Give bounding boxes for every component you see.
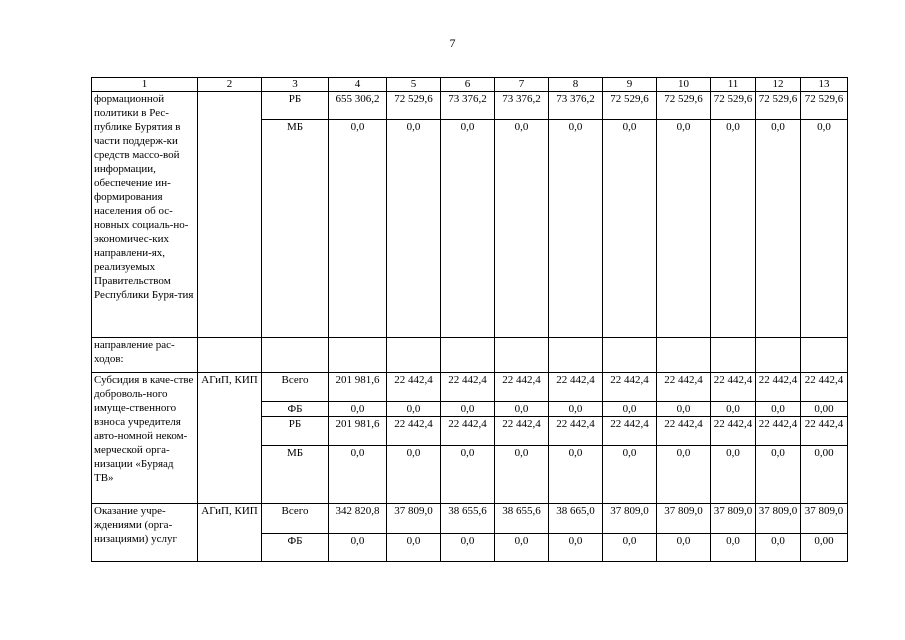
amount-cell: 0,0 — [495, 446, 549, 504]
amount-cell: 0,0 — [756, 446, 801, 504]
amount-cell: 0,0 — [603, 446, 657, 504]
amount-cell: 37 809,0 — [387, 504, 441, 534]
amount-cell: 0,0 — [329, 534, 387, 562]
funding-source-cell: МБ — [262, 120, 329, 338]
amount-cell: 22 442,4 — [657, 373, 711, 402]
column-number: 9 — [603, 78, 657, 92]
amount-cell — [495, 338, 549, 373]
amount-cell: 0,0 — [495, 534, 549, 562]
funding-source-cell: ФБ — [262, 402, 329, 417]
amount-cell: 22 442,4 — [801, 417, 848, 446]
page-number: 7 — [449, 36, 456, 50]
column-number-row — [92, 78, 848, 92]
amount-cell: 22 442,4 — [756, 417, 801, 446]
amount-cell: 72 529,6 — [756, 92, 801, 120]
amount-cell — [756, 338, 801, 373]
funding-source-cell: РБ — [262, 92, 329, 120]
executor-cell — [198, 92, 262, 338]
amount-cell: 22 442,4 — [603, 417, 657, 446]
amount-cell: 0,0 — [441, 446, 495, 504]
amount-cell: 0,0 — [711, 120, 756, 338]
funding-source-cell: РБ — [262, 417, 329, 446]
amount-cell: 655 306,2 — [329, 92, 387, 120]
amount-cell: 22 442,4 — [441, 373, 495, 402]
amount-cell: 22 442,4 — [495, 417, 549, 446]
column-number: 1 — [92, 78, 198, 92]
amount-cell: 73 376,2 — [495, 92, 549, 120]
amount-cell: 72 529,6 — [603, 92, 657, 120]
amount-cell — [711, 338, 756, 373]
amount-cell: 72 529,6 — [657, 92, 711, 120]
amount-cell: 0,0 — [603, 534, 657, 562]
amount-cell: 201 981,6 — [329, 373, 387, 402]
amount-cell — [603, 338, 657, 373]
amount-cell: 0,0 — [441, 120, 495, 338]
column-number: 11 — [711, 78, 756, 92]
amount-cell: 73 376,2 — [441, 92, 495, 120]
table-row — [92, 373, 848, 402]
amount-cell: 0,0 — [756, 402, 801, 417]
amount-cell: 22 442,4 — [657, 417, 711, 446]
amount-cell: 38 665,0 — [549, 504, 603, 534]
amount-cell: 37 809,0 — [657, 504, 711, 534]
amount-cell: 38 655,6 — [495, 504, 549, 534]
amount-cell: 22 442,4 — [549, 373, 603, 402]
amount-cell — [549, 338, 603, 373]
amount-cell: 22 442,4 — [711, 373, 756, 402]
amount-cell: 0,0 — [495, 120, 549, 338]
column-number: 5 — [387, 78, 441, 92]
amount-cell: 0,0 — [603, 120, 657, 338]
amount-cell: 0,0 — [657, 120, 711, 338]
amount-cell: 22 442,4 — [441, 417, 495, 446]
column-number: 7 — [495, 78, 549, 92]
amount-cell — [441, 338, 495, 373]
column-number: 4 — [329, 78, 387, 92]
amount-cell: 0,0 — [801, 120, 848, 338]
amount-cell: 0,0 — [387, 446, 441, 504]
program-name-cell: Субсидия в каче-стве доброволь-ного имуще-ственного взноса учредителя авто-номной неком-мерческой орга-низации «Буряад ТВ» — [92, 373, 198, 504]
amount-cell: 0,0 — [657, 534, 711, 562]
amount-cell: 0,00 — [801, 402, 848, 417]
funding-source-cell: Всего — [262, 373, 329, 402]
amount-cell: 22 442,4 — [495, 373, 549, 402]
amount-cell: 0,0 — [711, 402, 756, 417]
amount-cell: 342 820,8 — [329, 504, 387, 534]
funding-source-cell: МБ — [262, 446, 329, 504]
amount-cell: 0,0 — [387, 534, 441, 562]
amount-cell: 0,0 — [549, 534, 603, 562]
column-number: 8 — [549, 78, 603, 92]
funding-source-cell — [262, 338, 329, 373]
amount-cell: 22 442,4 — [711, 417, 756, 446]
amount-cell — [801, 338, 848, 373]
amount-cell: 0,0 — [329, 446, 387, 504]
amount-cell: 0,00 — [801, 534, 848, 562]
column-number: 12 — [756, 78, 801, 92]
amount-cell: 0,0 — [441, 402, 495, 417]
amount-cell: 72 529,6 — [387, 92, 441, 120]
amount-cell: 37 809,0 — [711, 504, 756, 534]
amount-cell: 0,0 — [387, 402, 441, 417]
amount-cell: 0,0 — [549, 120, 603, 338]
funding-source-cell: Всего — [262, 504, 329, 534]
amount-cell: 38 655,6 — [441, 504, 495, 534]
table-row — [92, 92, 848, 120]
amount-cell: 37 809,0 — [756, 504, 801, 534]
column-number: 3 — [262, 78, 329, 92]
amount-cell: 0,0 — [756, 534, 801, 562]
amount-cell: 22 442,4 — [549, 417, 603, 446]
table-row — [92, 504, 848, 534]
amount-cell — [329, 338, 387, 373]
amount-cell: 0,0 — [711, 446, 756, 504]
amount-cell: 201 981,6 — [329, 417, 387, 446]
amount-cell: 22 442,4 — [387, 373, 441, 402]
amount-cell: 0,00 — [801, 446, 848, 504]
amount-cell: 0,0 — [387, 120, 441, 338]
executor-cell — [198, 338, 262, 373]
amount-cell: 0,0 — [549, 446, 603, 504]
amount-cell: 73 376,2 — [549, 92, 603, 120]
executor-cell: АГиП, КИП — [198, 504, 262, 562]
amount-cell: 37 809,0 — [801, 504, 848, 534]
amount-cell: 0,0 — [657, 446, 711, 504]
table-row — [92, 338, 848, 373]
column-number: 6 — [441, 78, 495, 92]
amount-cell: 0,0 — [329, 120, 387, 338]
amount-cell: 0,0 — [441, 534, 495, 562]
amount-cell: 22 442,4 — [387, 417, 441, 446]
program-name-cell: направление рас-ходов: — [92, 338, 198, 373]
amount-cell: 0,0 — [756, 120, 801, 338]
column-number: 10 — [657, 78, 711, 92]
column-number: 2 — [198, 78, 262, 92]
amount-cell: 0,0 — [495, 402, 549, 417]
amount-cell: 22 442,4 — [756, 373, 801, 402]
column-number: 13 — [801, 78, 848, 92]
amount-cell: 0,0 — [549, 402, 603, 417]
amount-cell — [387, 338, 441, 373]
amount-cell: 0,0 — [329, 402, 387, 417]
amount-cell: 0,0 — [657, 402, 711, 417]
budget-table — [91, 77, 848, 562]
executor-cell: АГиП, КИП — [198, 373, 262, 504]
amount-cell: 22 442,4 — [801, 373, 848, 402]
amount-cell: 37 809,0 — [603, 504, 657, 534]
funding-source-cell: ФБ — [262, 534, 329, 562]
amount-cell: 0,0 — [603, 402, 657, 417]
amount-cell: 22 442,4 — [603, 373, 657, 402]
program-name-cell: формационной политики в Рес-публике Бурятия в части поддерж-ки средств массо-вой информации, обеспечение ин-формирования населения об ос-новных социаль-но-экономичес-ких направлени-ях, реализуемых Правительством Республики Буря-тия — [92, 92, 198, 338]
amount-cell: 72 529,6 — [711, 92, 756, 120]
amount-cell — [657, 338, 711, 373]
amount-cell: 72 529,6 — [801, 92, 848, 120]
amount-cell: 0,0 — [711, 534, 756, 562]
program-name-cell: Оказание учре-ждениями (орга-низациями) услуг — [92, 504, 198, 562]
